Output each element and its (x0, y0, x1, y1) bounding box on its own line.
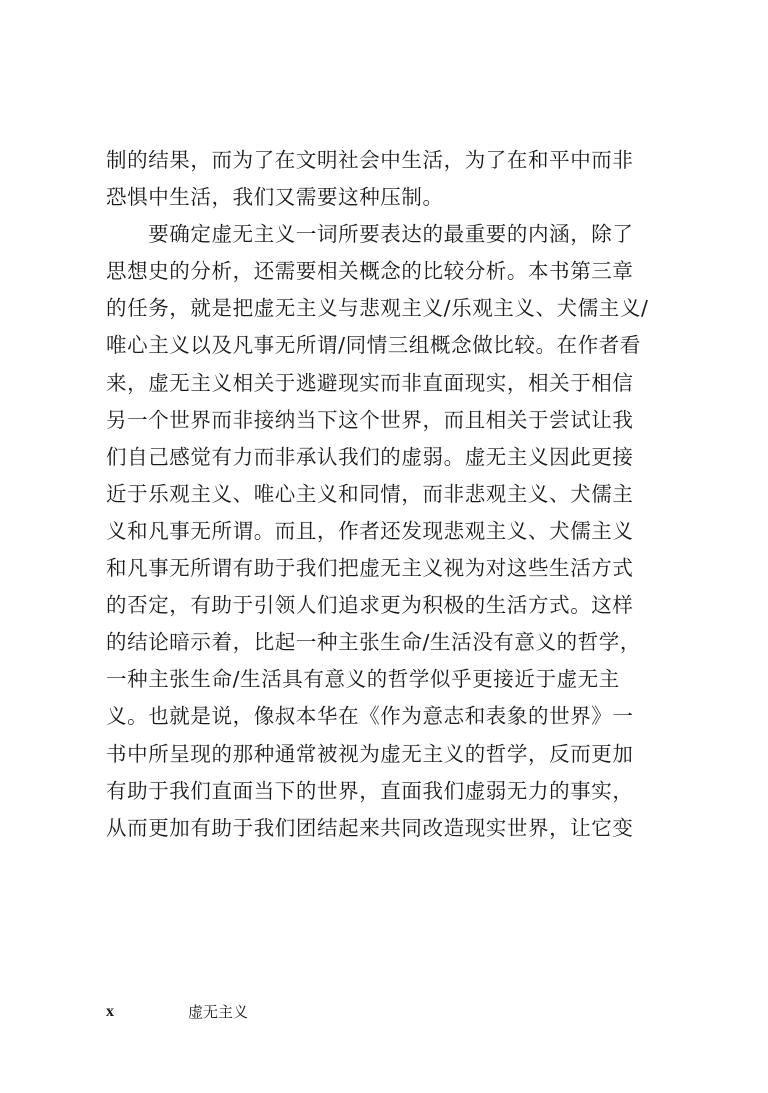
running-head: 虚无主义 (188, 1003, 249, 1021)
text-line: 义和凡事无所谓。而且，作者还发现悲观主义、犬儒主义 (106, 518, 634, 543)
text-line: 恐惧中生活，我们又需要这种压制。 (106, 185, 444, 210)
text-line: 要确定虚无主义一词所要表达的最重要的内涵，除了 (106, 222, 634, 247)
text-line: 们自己感觉有力而非承认我们的虚弱。虚无主义因此更接 (106, 444, 634, 469)
text-line: 从而更加有助于我们团结起来共同改造现实世界，让它变 (106, 815, 634, 840)
text-line: 制的结果，而为了在文明社会中生活，为了在和平中而非 (106, 148, 634, 172)
text-line: 的否定，有助于引领人们追求更为积极的生活方式。这样 (106, 593, 634, 618)
text-line: 来，虚无主义相关于逃避现实而非直面现实，相关于相信 (106, 370, 634, 395)
text-line: 和凡事无所谓有助于我们把虚无主义视为对这些生活方式 (106, 556, 634, 581)
text-line: 的结论暗示着，比起一种主张生命/生活没有意义的哲学， (106, 630, 642, 655)
body-text (106, 142, 649, 847)
text-line: 思想史的分析，还需要相关概念的比较分析。本书第三章 (106, 259, 634, 284)
text-line: 的任务，就是把虚无主义与悲观主义/乐观主义、犬儒主义/ (106, 296, 649, 321)
text-line: 书中所呈现的那种通常被视为虚无主义的哲学，反而更加 (106, 741, 634, 766)
text-line: 有助于我们直面当下的世界，直面我们虚弱无力的事实， (106, 778, 634, 803)
page-number: x (106, 1003, 114, 1020)
text-line: 近于乐观主义、唯心主义和同情，而非悲观主义、犬儒主 (106, 481, 634, 506)
text-line: 一种主张生命/生活具有意义的哲学似乎更接近于虚无主 (106, 667, 620, 692)
text-line: 义。也就是说，像叔本华在《作为意志和表象的世界》一 (106, 704, 634, 729)
text-line: 唯心主义以及凡事无所谓/同情三组概念做比较。在作者看 (106, 333, 642, 358)
text-line: 另一个世界而非接纳当下这个世界，而且相关于尝试让我 (106, 407, 634, 432)
